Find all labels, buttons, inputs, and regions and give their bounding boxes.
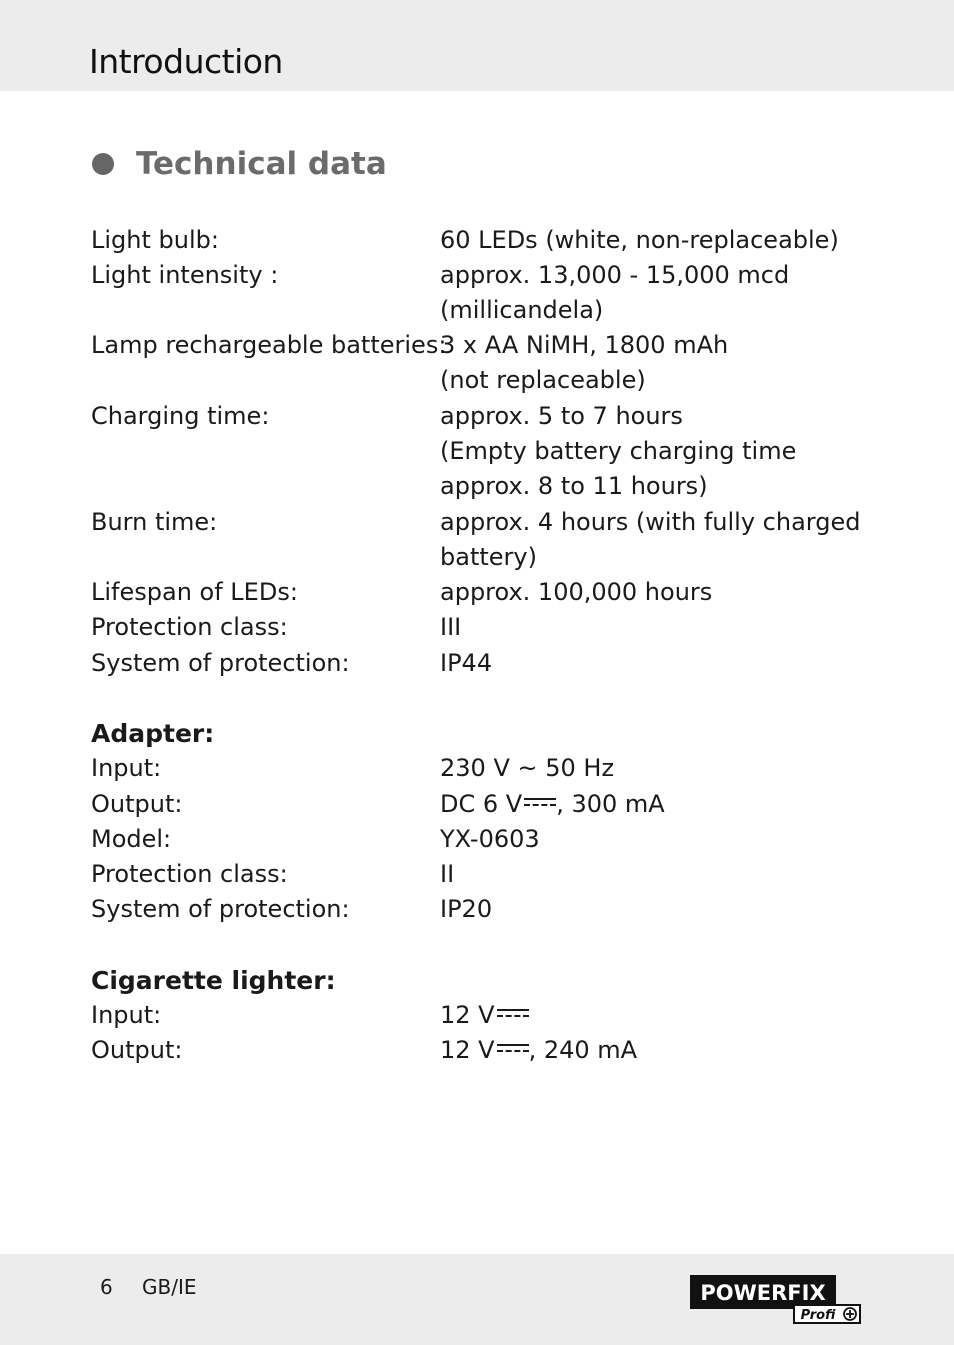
- spec-row-batteries: [91, 328, 871, 398]
- spec-value-line: approx. 8 to 11 hours): [440, 472, 708, 500]
- spec-value-line: approx. 100,000 hours: [440, 578, 713, 606]
- section-title: Technical data: [136, 146, 387, 182]
- spec-label: Charging time:: [91, 402, 270, 430]
- spec-row-led-lifespan: [91, 575, 871, 610]
- spec-label: Burn time:: [91, 508, 218, 536]
- spec-value: 230 V ~ 50 Hz: [440, 754, 615, 782]
- spec-value: [440, 646, 871, 681]
- cigarette-input-row: [91, 998, 871, 1033]
- spec-value: IP20: [440, 895, 493, 923]
- spec-label: Lamp rechargeable batteries:: [91, 331, 447, 359]
- spec-label: Input:: [91, 1001, 162, 1029]
- spec-value-line: approx. 5 to 7 hours: [440, 402, 683, 430]
- adapter-system-row: [91, 892, 871, 927]
- spec-value-line: (not replaceable): [440, 366, 646, 394]
- spec-label: Output:: [91, 790, 183, 818]
- output-voltage: 12 V: [440, 1036, 495, 1064]
- spec-value-line: IP44: [440, 649, 493, 677]
- output-voltage: DC 6 V: [440, 790, 523, 818]
- spec-value: [440, 787, 871, 822]
- spec-value: [440, 399, 871, 504]
- spec-value-line: battery): [440, 543, 537, 571]
- adapter-input-row: [91, 751, 871, 786]
- spec-value: [440, 1033, 871, 1068]
- spec-row-light-intensity: [91, 258, 871, 328]
- spec-label: Lifespan of LEDs:: [91, 578, 298, 606]
- cigarette-heading: Cigarette lighter:: [91, 966, 336, 995]
- dc-symbol-icon: [497, 1041, 529, 1055]
- spec-label: System of protection:: [91, 895, 350, 923]
- spec-label: Light intensity :: [91, 261, 279, 289]
- adapter-output-row: [91, 787, 871, 822]
- cigarette-output-row: [91, 1033, 871, 1068]
- spec-label: System of protection:: [91, 649, 350, 677]
- spec-value-line: 3 x AA NiMH, 1800 mAh: [440, 331, 729, 359]
- spec-label: Model:: [91, 825, 172, 853]
- svg-text:POWERFIX: POWERFIX: [700, 1281, 826, 1305]
- spec-row-protection-class: [91, 610, 871, 645]
- spec-row-charging-time: [91, 399, 871, 504]
- spec-value: YX-0603: [440, 825, 540, 853]
- adapter-class-row: [91, 857, 871, 892]
- spec-value: [440, 610, 871, 645]
- spec-row-system-protection: [91, 646, 871, 681]
- output-current: , 240 mA: [528, 1036, 638, 1064]
- spec-value: [440, 998, 871, 1033]
- powerfix-logo: [690, 1275, 862, 1325]
- spec-label: Light bulb:: [91, 226, 219, 254]
- spec-label: Output:: [91, 1036, 183, 1064]
- spec-label: Protection class:: [91, 860, 288, 888]
- spec-value: [440, 258, 871, 328]
- bullet-icon: [92, 153, 114, 175]
- section-heading: [92, 146, 387, 182]
- spec-value-line: approx. 4 hours (with fully charged: [440, 508, 861, 536]
- adapter-model-row: [91, 822, 871, 857]
- page-number: 6: [100, 1275, 113, 1299]
- output-current: , 300 mA: [556, 790, 665, 818]
- spec-row-light-bulb: [91, 223, 871, 258]
- spec-value: [440, 575, 871, 610]
- dc-symbol-icon: [497, 1006, 529, 1020]
- svg-text:Profi: Profi: [800, 1308, 836, 1323]
- adapter-heading: Adapter:: [91, 719, 215, 748]
- spec-value: [440, 505, 871, 575]
- spec-row-burn-time: [91, 505, 871, 575]
- spec-value-line: (Empty battery charging time: [440, 437, 797, 465]
- spec-value-line: III: [440, 613, 462, 641]
- spec-value-line: (millicandela): [440, 296, 604, 324]
- input-voltage: 12 V: [440, 1001, 495, 1029]
- spec-value-line: 60 LEDs (white, non-replaceable): [440, 226, 839, 254]
- spec-value: [440, 223, 871, 258]
- spec-value: II: [440, 860, 455, 888]
- spec-value-line: approx. 13,000 - 15,000 mcd: [440, 261, 790, 289]
- spec-label: Input:: [91, 754, 162, 782]
- dc-symbol-icon: [524, 795, 556, 809]
- spec-label: Protection class:: [91, 613, 288, 641]
- spec-value: [440, 328, 871, 398]
- page-title: Introduction: [89, 42, 283, 81]
- page-region: GB/IE: [142, 1275, 197, 1299]
